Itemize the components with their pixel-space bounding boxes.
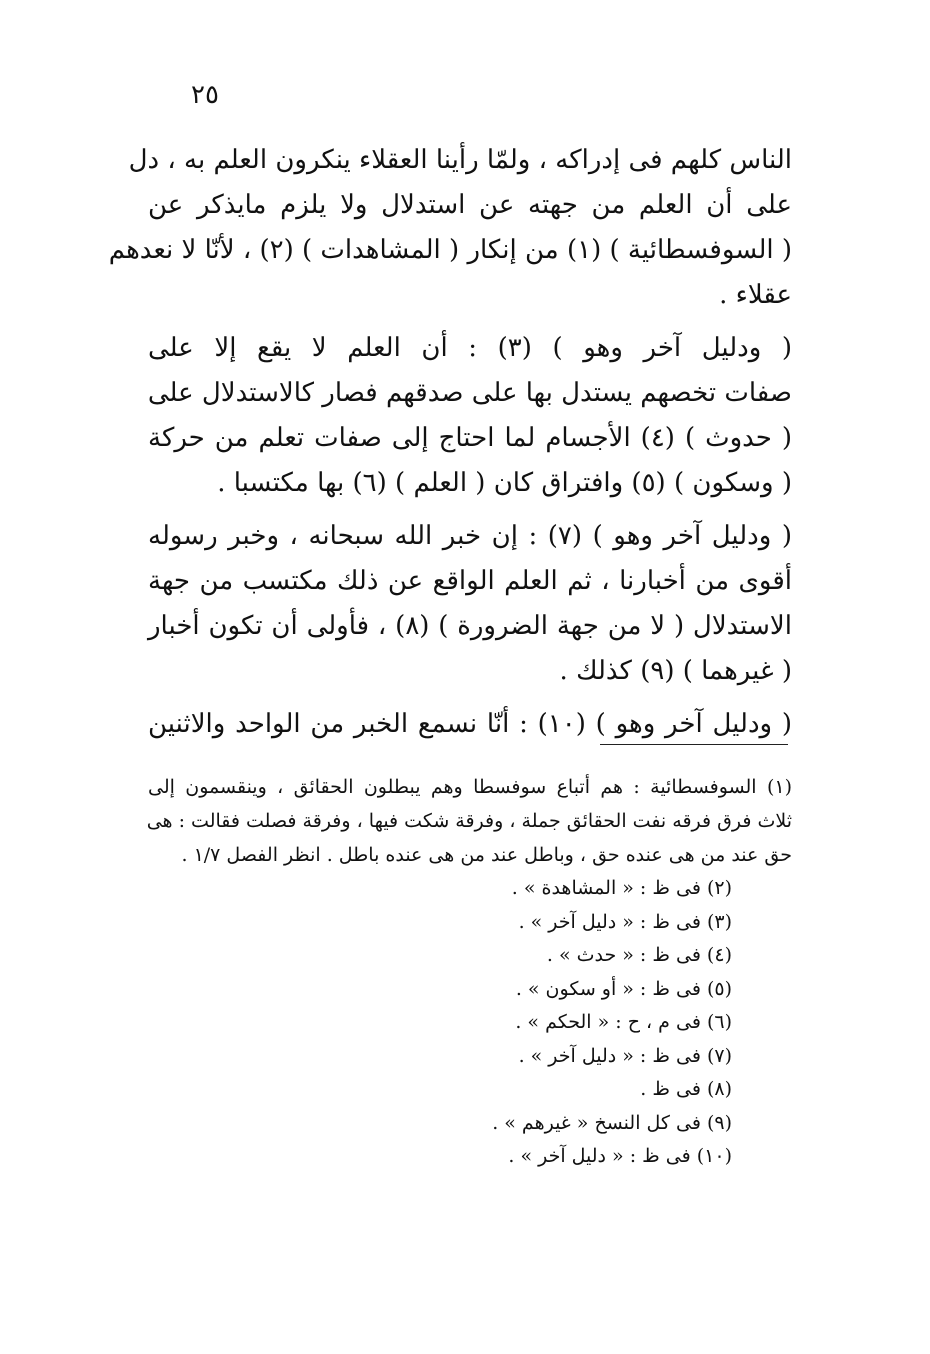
footnote-item: (١٠) فى ظ : « دليل آخر » . bbox=[508, 1145, 732, 1167]
paragraph bbox=[148, 514, 792, 694]
text-line: ( حدوث ) (٤) الأجسام لما احتاج إلى صفات تعلم من حركة bbox=[148, 423, 792, 453]
footnote-item: (٣) فى ظ : « دليل آخر » . bbox=[518, 910, 732, 933]
footnote-item: (٩) فى كل النسخ « غيرهم » . bbox=[492, 1111, 732, 1134]
footnote-separator bbox=[600, 744, 788, 745]
text-line: ( السوفسطائية ) (١) من إنكار ( المشاهدات ) (٢) ، لأنّا لا نعدهم bbox=[108, 235, 792, 265]
text-line: صفات تخصهم يستدل بها على صدقهم فصار كالاستدلال على bbox=[147, 378, 792, 408]
paragraph bbox=[148, 702, 792, 747]
text-line: ( ودليل آخر وهو ) (٣) : أن العلم لا يقع إلا على bbox=[148, 333, 793, 363]
footnote-item: (٢) فى ظ : « المشاهدة » . bbox=[511, 877, 732, 899]
footnote-item: (٧) فى ظ : « دليل آخر » . bbox=[518, 1044, 732, 1067]
main-text bbox=[108, 138, 793, 755]
footnote-line: (١) السوفسطائية : هم أتباع سوفسطا وهم يبطلون الحقائق ، وينقسمون إلى bbox=[148, 776, 792, 798]
footnotes bbox=[148, 770, 792, 1174]
page-number: ٢٥ bbox=[191, 80, 219, 110]
paragraph bbox=[108, 138, 792, 318]
paragraph bbox=[148, 326, 792, 506]
footnote-item: (٤) فى ظ : « حدث » . bbox=[546, 944, 732, 966]
footnote-item: (٥) فى ظ : « أو سكون » . bbox=[515, 977, 732, 1000]
footnote-item: (٨) فى ظ . bbox=[640, 1078, 732, 1100]
text-line: ( وسكون ) (٥) وافتراق كان ( العلم ) (٦) بها مكتسبا . bbox=[217, 468, 792, 498]
footnote-item: (٦) فى م ، ح : « الحكم » . bbox=[515, 1011, 732, 1033]
text-line: عقلاء . bbox=[719, 280, 792, 310]
text-line: ( غيرهما ) (٩) كذلك . bbox=[559, 656, 792, 686]
footnote-line: حق عند من هى عنده حق ، وباطل عند من هى عنده باطل . انظر الفصل ١/٧ . bbox=[181, 844, 792, 866]
text-line: الاستدلال ( لا من جهة الضرورة ) (٨) ، فأولى أن تكون أخبار bbox=[148, 611, 792, 641]
text-line: أقوى من أخبارنا ، ثم العلم الواقع عن ذلك مكتسب من جهة bbox=[148, 566, 792, 596]
text-line: على أن العلم من جهته عن استدلال ولا يلزم مايذكر عن bbox=[148, 190, 792, 220]
text-line: الناس كلهم فى إدراكه ، ولمّا رأينا العقلاء ينكرون العلم به ، دل bbox=[128, 145, 792, 175]
footnote-line: ثلاث فرق فرقه نفت الحقائق جملة ، وفرقة شكت فيها ، وفرقة فصلت فقالت : هى bbox=[146, 810, 792, 832]
text-line: ( ودليل آخر وهو ) (١٠) : أنّا نسمع الخبر من الواحد والاثنين bbox=[148, 709, 793, 739]
text-line: ( ودليل آخر وهو ) (٧) : إن خبر الله سبحانه ، وخبر رسوله bbox=[148, 521, 792, 551]
